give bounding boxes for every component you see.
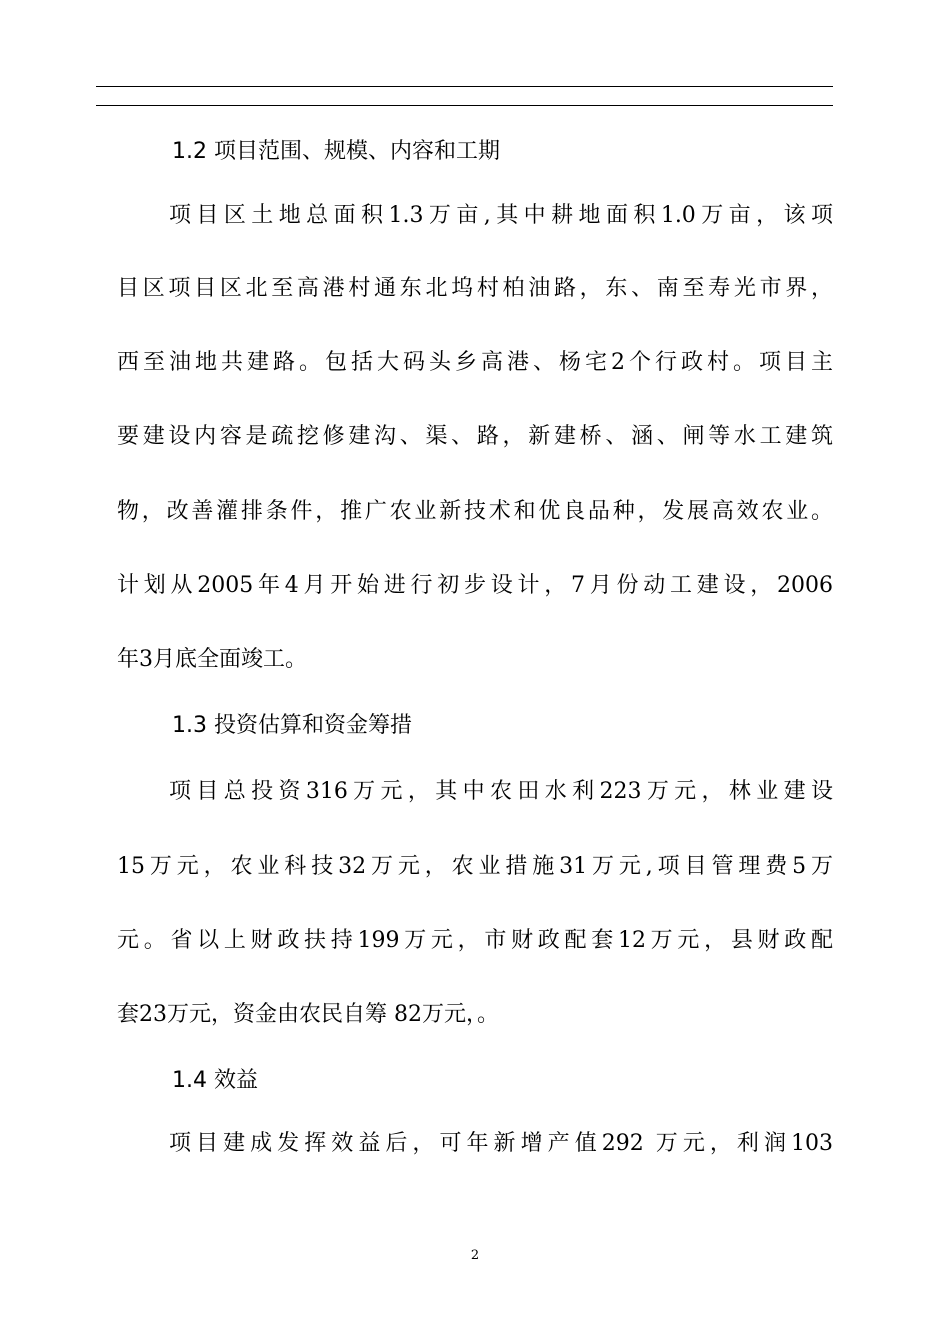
paragraph-line: 套23万元，资金由农民自筹 82万元，。 <box>117 1002 499 1027</box>
section-heading-1-4: 1.4 效益 <box>172 1068 258 1093</box>
paragraph-line: 计划从2005年4月开始进行初步设计，7月份动工建设，2006 <box>117 573 833 598</box>
paragraph-line: 15万元，农业科技32万元，农业措施31万元,项目管理费5万 <box>117 854 833 879</box>
section-heading-1-2: 1.2 项目范围、规模、内容和工期 <box>172 139 500 164</box>
paragraph-line: 项目建成发挥效益后，可年新增产值292 万元，利润103 <box>169 1131 833 1156</box>
paragraph-line: 物，改善灌排条件，推广农业新技术和优良品种，发展高效农业。 <box>117 499 833 524</box>
page-number: 2 <box>470 1248 480 1263</box>
paragraph-line: 年3月底全面竣工。 <box>117 647 307 672</box>
paragraph-line: 西至油地共建路。包括大码头乡高港、杨宅2个行政村。项目主 <box>117 350 833 375</box>
header-rule-top <box>96 86 833 87</box>
paragraph-line: 项目区土地总面积1.3万亩,其中耕地面积1.0万亩，该项 <box>169 203 833 228</box>
header-rule-bottom <box>96 105 833 106</box>
paragraph-line: 元。省以上财政扶持199万元，市财政配套12万元，县财政配 <box>117 928 833 953</box>
paragraph-line: 要建设内容是疏挖修建沟、渠、路，新建桥、涵、闸等水工建筑 <box>117 424 833 449</box>
section-heading-1-3: 1.3 投资估算和资金筹措 <box>172 713 412 738</box>
paragraph-line: 项目总投资316万元，其中农田水利223万元，林业建设 <box>169 779 833 804</box>
paragraph-line: 目区项目区北至高港村通东北坞村柏油路，东、南至寿光市界， <box>117 276 833 301</box>
